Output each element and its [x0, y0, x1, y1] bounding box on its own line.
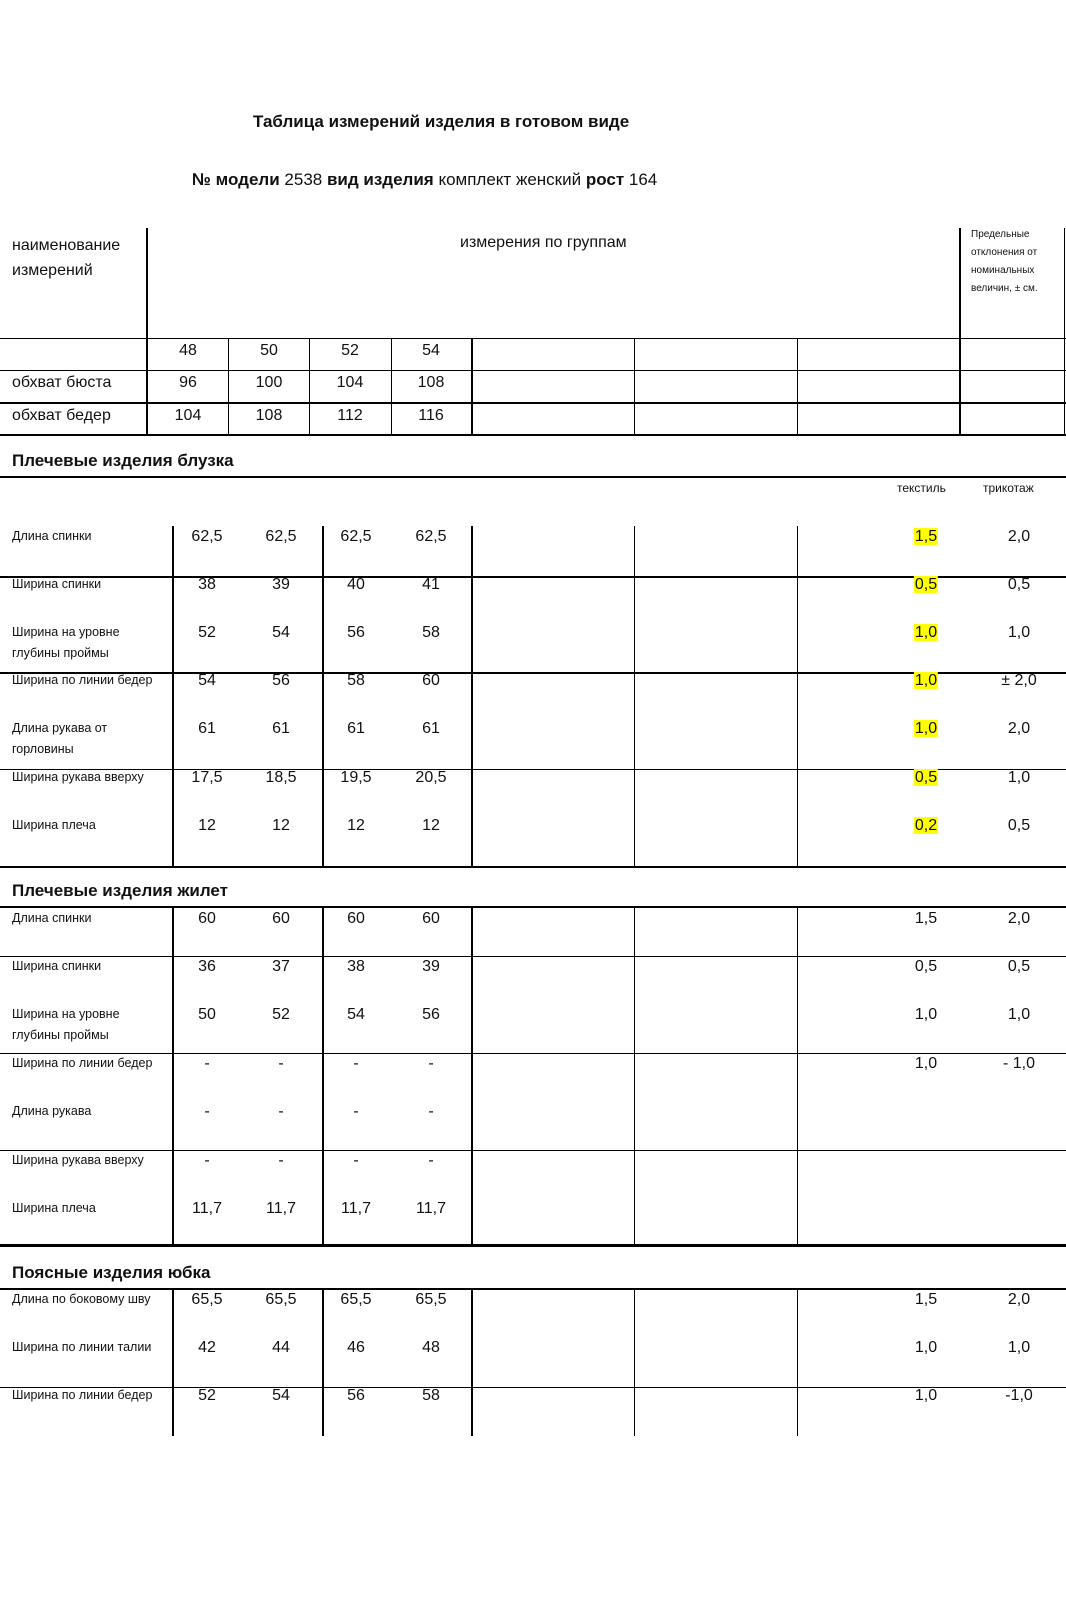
size-cell: - — [278, 1103, 284, 1120]
size-cell: - — [353, 1055, 359, 1072]
section-title: Плечевые изделия жилет — [12, 881, 228, 900]
size-cell: 58 — [422, 624, 440, 641]
tolerance-textile-value: 1,0 — [914, 1387, 938, 1404]
model-label: № модели — [192, 170, 280, 189]
size-cell: 11,7 — [416, 1200, 446, 1217]
tolerance-knit: 1,0 — [1007, 1339, 1031, 1356]
tolerance-textile-value: 0,2 — [914, 817, 938, 834]
row-label: Длина рукава — [12, 1104, 92, 1118]
size-header: 52 — [341, 342, 359, 359]
size-cell: 38 — [347, 958, 365, 975]
tolerance-textile — [915, 1055, 937, 1073]
size-cell: 62,5 — [191, 528, 223, 545]
size-cell: 18,5 — [265, 769, 297, 786]
base-cell: 116 — [418, 407, 444, 424]
tolerance-textile-value: 1,0 — [914, 720, 938, 737]
row-label: Ширина спинки — [12, 959, 102, 973]
tolerance-textile-value: 1,0 — [914, 672, 938, 689]
size-cell: - — [278, 1152, 284, 1169]
tolerance-knit: 2,0 — [1007, 720, 1031, 737]
size-cell: 50 — [198, 1006, 216, 1023]
size-cell: 56 — [422, 1006, 440, 1023]
tolerance-textile — [915, 1387, 937, 1405]
base-cell: 96 — [179, 374, 197, 391]
row-label: Длина по боковому шву — [12, 1292, 151, 1306]
size-cell: - — [428, 1103, 434, 1120]
tolerance-textile-value: 1,0 — [914, 1339, 938, 1356]
size-cell: 65,5 — [191, 1291, 223, 1308]
base-cell: 108 — [417, 374, 445, 391]
tolerance-textile-value: 0,5 — [914, 576, 938, 593]
type-value: комплект женский — [438, 170, 582, 189]
tolerance-textile — [914, 769, 938, 787]
base-cell: 108 — [255, 407, 283, 424]
tolerance-textile — [915, 910, 937, 928]
size-cell: - — [353, 1152, 359, 1169]
size-header: 48 — [179, 342, 197, 359]
tolerance-textile — [914, 624, 938, 642]
tolerance-knit: 1,0 — [1007, 769, 1031, 786]
size-cell: 60 — [422, 672, 440, 689]
size-cell: 65,5 — [340, 1291, 372, 1308]
size-cell: 60 — [422, 910, 440, 927]
size-cell: 11,7 — [266, 1200, 296, 1217]
size-cell: 54 — [347, 1006, 365, 1023]
size-cell: 56 — [272, 672, 290, 689]
size-cell: 48 — [422, 1339, 440, 1356]
size-cell: - — [204, 1055, 210, 1072]
tolerance-textile — [915, 958, 937, 976]
tolerance-textile — [914, 720, 938, 738]
size-cell: 60 — [347, 910, 365, 927]
row-label: Ширина на уровне глубины проймы — [12, 625, 120, 660]
height-value: 164 — [628, 170, 658, 189]
size-cell: 54 — [272, 624, 290, 641]
base-cell: 100 — [255, 374, 283, 391]
section-title: Плечевые изделия блузка — [12, 451, 234, 470]
tolerance-knit: 2,0 — [1007, 528, 1031, 545]
row-label: Ширина плеча — [12, 818, 96, 832]
tolerance-knit: 2,0 — [1007, 910, 1031, 927]
row-label: Длина спинки — [12, 529, 92, 543]
model-line — [192, 171, 657, 189]
row-label: Ширина на уровне глубины проймы — [12, 1007, 120, 1042]
page-title: Таблица измерений изделия в готовом виде — [253, 112, 630, 131]
size-cell: 56 — [347, 1387, 365, 1404]
tolerance-knit: - 1,0 — [1002, 1055, 1036, 1072]
size-cell: 17,5 — [191, 769, 223, 786]
size-cell: 42 — [198, 1339, 216, 1356]
size-cell: 58 — [422, 1387, 440, 1404]
base-cell: 112 — [337, 407, 363, 424]
row-label: Длина рукава от горловины — [12, 721, 108, 756]
size-cell: 12 — [347, 817, 365, 834]
size-cell: 61 — [347, 720, 365, 737]
tolerance-textile — [914, 528, 938, 546]
size-cell: 60 — [272, 910, 290, 927]
tolerance-textile-value: 1,0 — [914, 624, 938, 641]
base-row-label: обхват бедер — [12, 407, 111, 424]
size-cell: 12 — [198, 817, 216, 834]
size-cell: - — [428, 1055, 434, 1072]
size-cell: 58 — [347, 672, 365, 689]
tolerance-knit: 0,5 — [1007, 817, 1031, 834]
tolerance-knit: -1,0 — [1005, 1387, 1033, 1404]
size-cell: - — [278, 1055, 284, 1072]
size-cell: 52 — [198, 624, 216, 641]
size-cell: 54 — [272, 1387, 290, 1404]
row-label: Ширина по линии бедер — [12, 1388, 153, 1402]
tolerance-textile-value: 0,5 — [914, 769, 938, 786]
size-cell: 65,5 — [265, 1291, 297, 1308]
size-cell: 11,7 — [192, 1200, 222, 1217]
size-cell: 12 — [272, 817, 290, 834]
tolerance-knit: 2,0 — [1007, 1291, 1031, 1308]
size-cell: 12 — [422, 817, 440, 834]
size-cell: 52 — [272, 1006, 290, 1023]
tol-header-knit: трикотаж — [983, 481, 1034, 495]
size-cell: 62,5 — [265, 528, 297, 545]
tolerance-textile-value: 1,5 — [914, 910, 938, 927]
tolerance-textile-value: 1,0 — [914, 1006, 938, 1023]
size-cell: - — [353, 1103, 359, 1120]
base-cell: 104 — [174, 407, 202, 424]
row-label: Ширина по линии бедер — [12, 1056, 153, 1070]
tolerance-textile — [914, 672, 938, 690]
size-cell: - — [204, 1152, 210, 1169]
height-label: рост — [585, 170, 625, 189]
size-cell: 62,5 — [415, 528, 447, 545]
tolerance-textile — [914, 817, 938, 835]
size-cell: 61 — [422, 720, 440, 737]
size-cell: 39 — [422, 958, 440, 975]
size-cell: 44 — [272, 1339, 290, 1356]
size-cell: - — [204, 1103, 210, 1120]
row-label: Ширина по линии талии — [12, 1340, 152, 1354]
size-cell: 61 — [198, 720, 216, 737]
tolerance-knit: 0,5 — [1007, 576, 1031, 593]
size-cell: 40 — [347, 576, 365, 593]
tolerance-textile-value: 1,0 — [914, 1055, 938, 1072]
size-cell: 11,7 — [341, 1200, 371, 1217]
row-label: Длина спинки — [12, 911, 92, 925]
size-cell: 41 — [422, 576, 440, 593]
row-label: Ширина спинки — [12, 577, 102, 591]
model-value: 2538 — [284, 170, 323, 189]
tolerance-textile-value: 1,5 — [914, 1291, 938, 1308]
tolerance-textile — [915, 1291, 937, 1309]
tolerance-knit: 0,5 — [1007, 958, 1031, 975]
size-cell: 20,5 — [415, 769, 447, 786]
tolerance-knit: 1,0 — [1007, 624, 1031, 641]
header-groups-col: измерения по группам — [460, 234, 627, 251]
type-label: вид изделия — [326, 170, 434, 189]
header-tolerance-col: Предельные отклонения от номинальных величин, ± см. — [971, 229, 1038, 294]
tolerance-knit: 1,0 — [1007, 1006, 1031, 1023]
row-label: Ширина по линии бедер — [12, 673, 153, 687]
size-cell: - — [428, 1152, 434, 1169]
tolerance-textile — [914, 576, 938, 594]
header-name-col: наименование измерений — [12, 237, 121, 279]
size-cell: 54 — [198, 672, 216, 689]
size-cell: 39 — [272, 576, 290, 593]
row-label: Ширина рукава вверху — [12, 1153, 144, 1167]
tol-header-textile: текстиль — [897, 481, 946, 495]
size-cell: 19,5 — [340, 769, 372, 786]
size-cell: 62,5 — [340, 528, 372, 545]
base-row-label: обхват бюста — [12, 374, 112, 391]
section-title: Поясные изделия юбка — [12, 1263, 211, 1282]
size-cell: 56 — [347, 624, 365, 641]
size-header: 50 — [260, 342, 278, 359]
size-cell: 52 — [198, 1387, 216, 1404]
size-header: 54 — [422, 342, 440, 359]
size-cell: 37 — [272, 958, 290, 975]
tolerance-textile-value: 0,5 — [914, 958, 938, 975]
size-cell: 60 — [198, 910, 216, 927]
size-cell: 38 — [198, 576, 216, 593]
tolerance-knit: ± 2,0 — [1001, 672, 1037, 689]
size-cell: 61 — [272, 720, 290, 737]
size-cell: 46 — [347, 1339, 365, 1356]
tolerance-textile-value: 1,5 — [914, 528, 938, 545]
row-label: Ширина плеча — [12, 1201, 96, 1215]
tolerance-textile — [915, 1339, 937, 1357]
row-label: Ширина рукава вверху — [12, 770, 144, 784]
base-cell: 104 — [336, 374, 364, 391]
tolerance-textile — [915, 1006, 937, 1024]
size-cell: 36 — [198, 958, 216, 975]
size-cell: 65,5 — [415, 1291, 447, 1308]
